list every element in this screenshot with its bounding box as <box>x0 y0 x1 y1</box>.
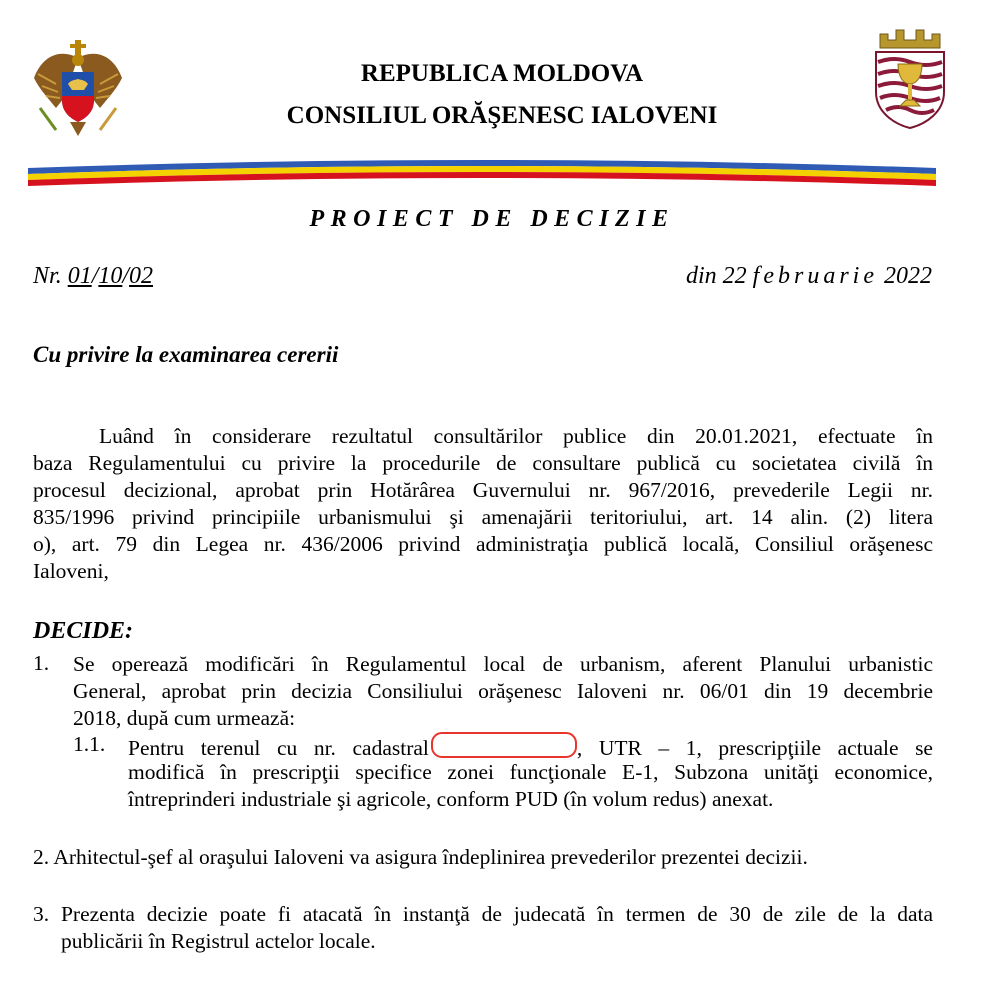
document-type-title: PROIECT DE DECIZIE <box>309 206 675 232</box>
decision-subject: Cu privire la examinarea cererii <box>33 342 339 367</box>
item-1-number: 1. <box>33 651 50 675</box>
item-1-1-number: 1.1. <box>73 732 106 756</box>
decision-number: Nr. 01/10/02 <box>33 263 154 289</box>
tricolour-stripes <box>28 152 936 188</box>
decision-date: din 22 februarie 2022 <box>686 263 932 289</box>
preamble-paragraph: Luând în considerare rezultatul consultărilor publice din 20.01.2021, efectuate în baza Regulamentului cu privire la procedurile de consultare publică cu societatea civilă în procesul decizional, aprobat prin Hotărârea Guvernului nr. 967/2016, prevederile Legii nr. 835/1996 privind principiile urbanismului şi amenajării teritoriului, art. 14 alin. (2) litera o), art. 79 din Legea nr. 436/2006 privind administraţia publică locală, Consiliul orăşenesc Ialoveni, <box>33 424 933 583</box>
item-3-text: 3. Prezenta decizie poate fi atacată în instanţă de judecată în termen de 30 de zile de la data publicării în Registrul actelor locale. <box>33 902 933 953</box>
redacted-cadastral-number <box>431 732 577 758</box>
item-1-1-text: Pentru terenul cu nr. cadastral , UTR – 1, prescripţiile actuale se modifică în prescripţii specifice zonei funcţionale E-1, Subzona unităţi economice, întreprinderi industriale şi agricole, conform PUD (în volum redus) anexat. <box>128 732 933 813</box>
item-2-text: 2. Arhitectul-şef al oraşului Ialoveni va asigura îndeplinirea prevederilor prezentei decizii. <box>33 845 808 869</box>
header-council: CONSILIUL ORĂŞENESC IALOVENI <box>286 102 718 129</box>
decide-heading: DECIDE: <box>33 618 134 644</box>
item-1-text: Se operează modificări în Regulamentul local de urbanism, aferent Planului urbanistic General, aprobat prin decizia Consiliului orăşenesc Ialoveni nr. 06/01 din 19 decembrie 2018, după cum urmează: <box>73 652 933 730</box>
header-country: REPUBLICA MOLDOVA <box>360 60 644 87</box>
